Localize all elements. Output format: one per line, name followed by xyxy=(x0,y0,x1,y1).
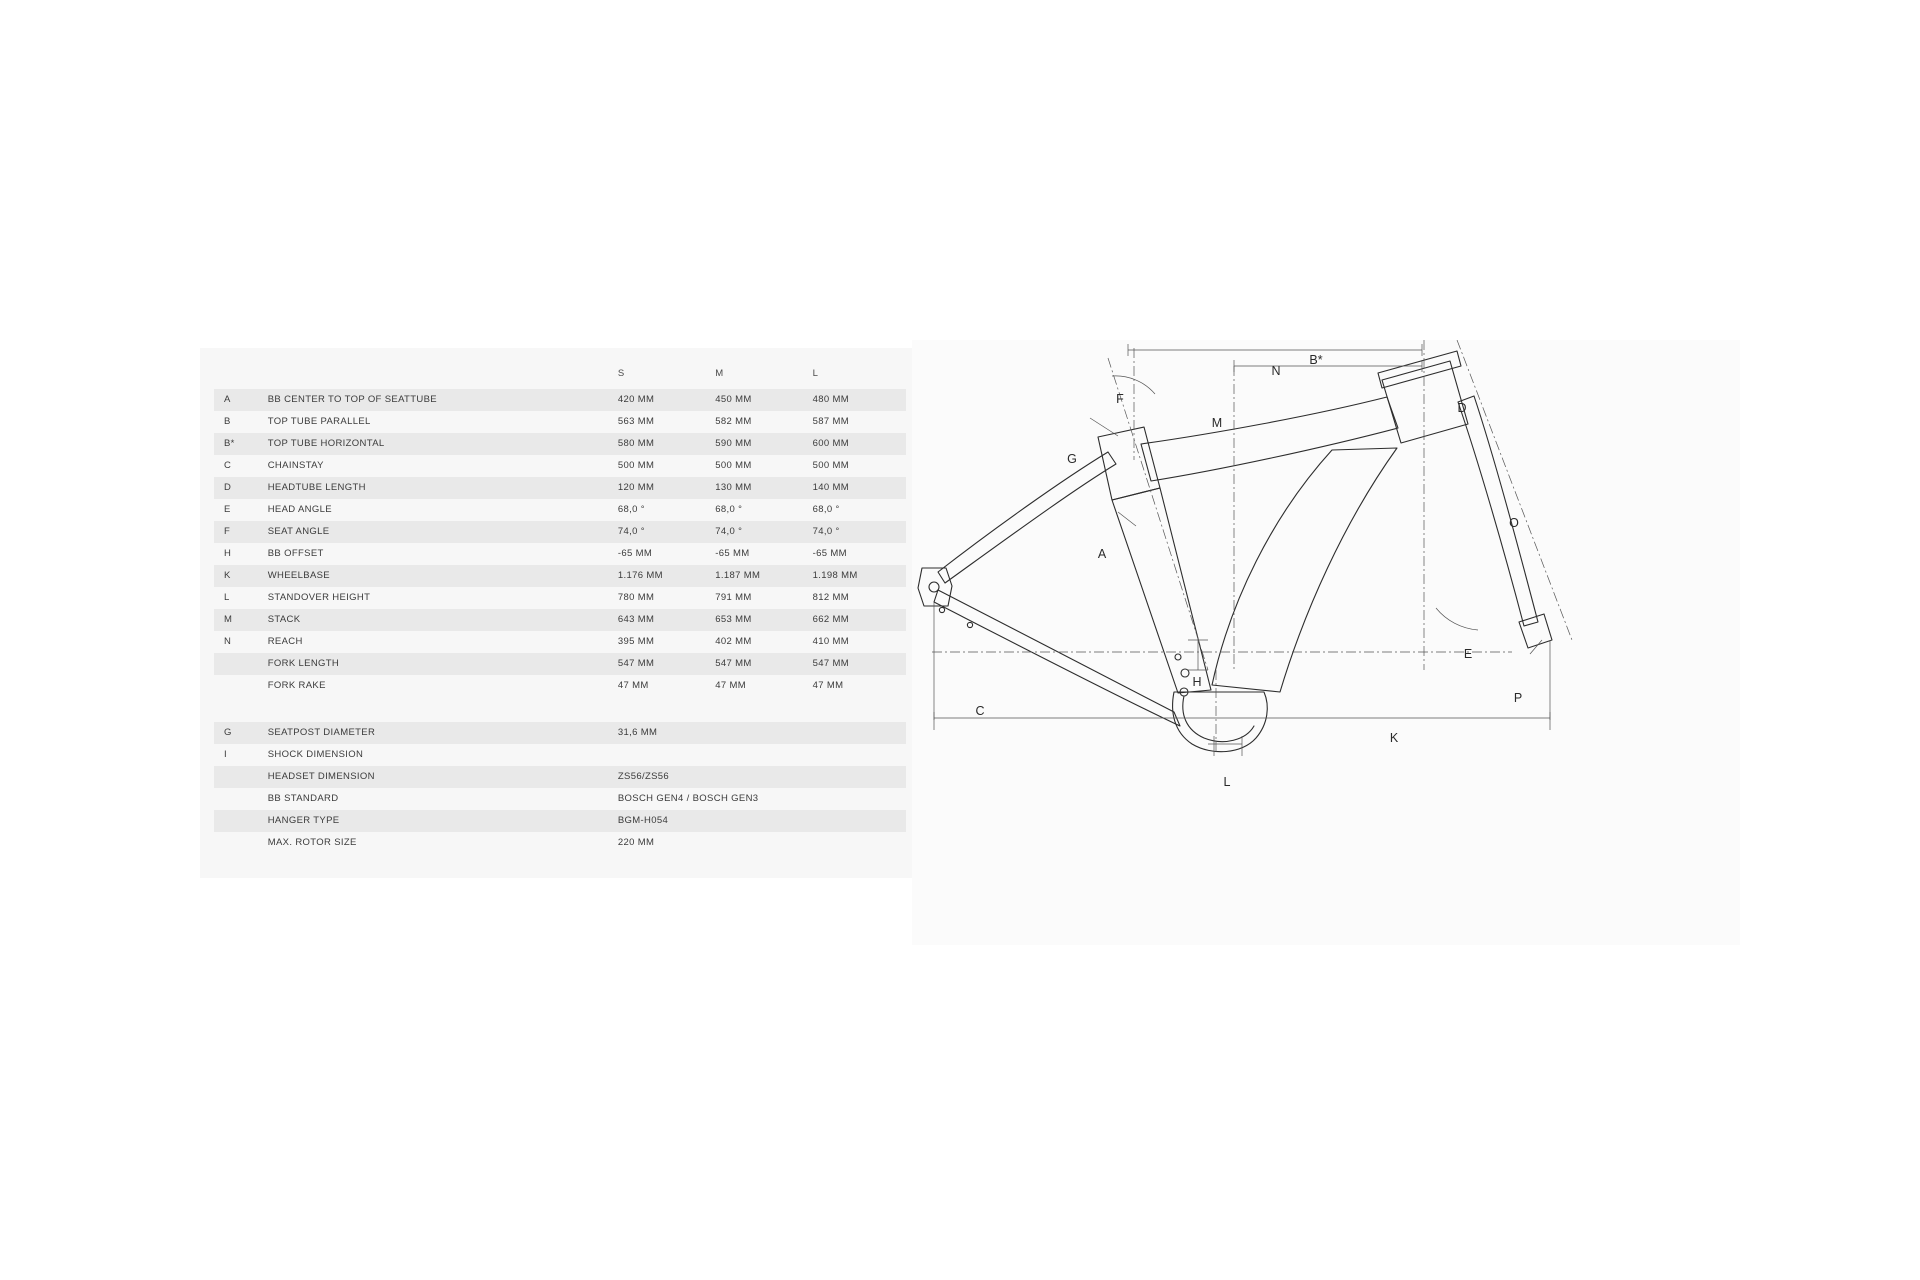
callout-label-d: D xyxy=(1457,401,1467,415)
table-spacer xyxy=(214,697,906,722)
callout-label-e: E xyxy=(1463,647,1473,661)
spec-code: I xyxy=(224,749,227,760)
row-label: STACK xyxy=(264,609,614,631)
header-size-m: M xyxy=(711,362,808,389)
row-value: 47 MM xyxy=(715,680,747,691)
table-row xyxy=(214,675,906,697)
row-code: M xyxy=(214,609,264,631)
dropout-bolt xyxy=(939,607,944,612)
row-label: REACH xyxy=(267,636,303,647)
row-value: 74,0 ° xyxy=(711,521,808,543)
axis-fork xyxy=(1457,340,1572,640)
row-label: HEADTUBE LENGTH xyxy=(264,477,614,499)
row-value: 500 MM xyxy=(812,460,850,471)
row-code: B xyxy=(224,416,231,427)
header-size-s: S xyxy=(614,362,711,389)
callout-label-g: G xyxy=(1067,452,1077,466)
top-tube xyxy=(1141,397,1398,481)
row-value: 547 MM xyxy=(614,653,711,675)
spec-code: G xyxy=(214,722,264,744)
row-value: 500 MM xyxy=(617,460,655,471)
row-value: 780 MM xyxy=(617,592,655,603)
spec-row xyxy=(214,744,906,766)
row-code: E xyxy=(224,504,231,515)
row-value: 812 MM xyxy=(812,592,850,603)
callout-label-n: N xyxy=(1271,364,1281,378)
row-value: 582 MM xyxy=(715,416,752,427)
row-code: C xyxy=(224,460,232,471)
row-value: 791 MM xyxy=(715,592,752,603)
frame-geometry-diagram xyxy=(912,340,1740,945)
bb-bolt-1 xyxy=(1181,669,1189,677)
row-code: A xyxy=(214,389,264,411)
spec-label: MAX. ROTOR SIZE xyxy=(267,837,357,848)
row-value: 140 MM xyxy=(809,477,906,499)
callout-label-f: F xyxy=(1116,392,1124,406)
bb-bolt-3 xyxy=(1175,654,1181,660)
row-value: 547 MM xyxy=(809,653,906,675)
callout-label-l: L xyxy=(1223,775,1231,789)
row-value: -65 MM xyxy=(812,548,847,559)
spec-label: BB STANDARD xyxy=(267,793,339,804)
table-row xyxy=(214,543,906,565)
callout-label-o: O xyxy=(1509,516,1519,530)
row-label: HEAD ANGLE xyxy=(267,504,332,515)
spec-value: ZS56/ZS56 xyxy=(614,766,906,788)
table-row xyxy=(214,433,906,455)
spec-code xyxy=(214,810,264,832)
row-value: 47 MM xyxy=(617,680,649,691)
row-value: 420 MM xyxy=(614,389,711,411)
row-value: 590 MM xyxy=(711,433,808,455)
rear-axle xyxy=(929,582,939,592)
seat-stay xyxy=(938,452,1116,583)
spec-row xyxy=(214,810,906,832)
table-row xyxy=(214,389,906,411)
spec-label: HANGER TYPE xyxy=(264,810,614,832)
head-tube xyxy=(1382,361,1468,443)
fork-leg xyxy=(1458,396,1538,626)
motor-housing-inner xyxy=(1183,696,1254,742)
fork-dropout xyxy=(1519,614,1552,648)
header-label xyxy=(264,362,614,389)
row-code: B* xyxy=(214,433,264,455)
table-row xyxy=(214,565,906,587)
spec-label: SEATPOST DIAMETER xyxy=(264,722,614,744)
row-value: 480 MM xyxy=(809,389,906,411)
angle-arc-e xyxy=(1436,608,1478,630)
row-value: 68,0 ° xyxy=(715,504,743,515)
header-size-l: L xyxy=(809,362,906,389)
callout-label-a: A xyxy=(1097,547,1107,561)
row-code: K xyxy=(214,565,264,587)
row-label: CHAINSTAY xyxy=(267,460,324,471)
row-value: 130 MM xyxy=(711,477,808,499)
row-value: 643 MM xyxy=(614,609,711,631)
row-value: 1.187 MM xyxy=(711,565,808,587)
callout-label-k: K xyxy=(1389,731,1399,745)
row-value: 500 MM xyxy=(715,460,752,471)
callout-label-m: M xyxy=(1211,416,1223,430)
row-label: SEAT ANGLE xyxy=(264,521,614,543)
table-row xyxy=(214,411,906,433)
row-value: 120 MM xyxy=(614,477,711,499)
row-value: 600 MM xyxy=(809,433,906,455)
table-header-row xyxy=(214,362,906,389)
row-label: WHEELBASE xyxy=(264,565,614,587)
table-row xyxy=(214,499,906,521)
callout-label-p: P xyxy=(1513,691,1523,705)
row-value: 47 MM xyxy=(812,680,844,691)
table-row xyxy=(214,653,906,675)
callout-label-h: H xyxy=(1192,675,1202,689)
table-row xyxy=(214,455,906,477)
row-value: 1.198 MM xyxy=(809,565,906,587)
spec-value: 31,6 MM xyxy=(614,722,906,744)
row-value: 450 MM xyxy=(711,389,808,411)
row-label: STANDOVER HEIGHT xyxy=(267,592,371,603)
row-value: 563 MM xyxy=(617,416,655,427)
row-value: 587 MM xyxy=(812,416,850,427)
row-value: 402 MM xyxy=(715,636,752,647)
row-label: BB CENTER TO TOP OF SEATTUBE xyxy=(264,389,614,411)
spec-code xyxy=(214,766,264,788)
geometry-table xyxy=(214,362,906,854)
row-value: 74,0 ° xyxy=(809,521,906,543)
row-value: 1.176 MM xyxy=(614,565,711,587)
spec-label: HEADSET DIMENSION xyxy=(264,766,614,788)
seat-clamp xyxy=(1098,427,1160,500)
down-tube xyxy=(1212,448,1397,692)
row-label: TOP TUBE PARALLEL xyxy=(267,416,371,427)
table-row xyxy=(214,521,906,543)
geometry-table-panel xyxy=(200,348,920,878)
callout-label-bstar: B* xyxy=(1309,353,1323,367)
row-code: N xyxy=(224,636,232,647)
spec-row xyxy=(214,766,906,788)
row-label: FORK RAKE xyxy=(267,680,326,691)
row-code: F xyxy=(214,521,264,543)
dim-ticks-k xyxy=(934,712,1550,730)
callout-label-c: C xyxy=(975,704,985,718)
table-row xyxy=(214,477,906,499)
spec-code xyxy=(214,832,264,854)
spec-value: BOSCH GEN4 / BOSCH GEN3 xyxy=(617,793,759,804)
spec-row xyxy=(214,722,906,744)
chain-stay xyxy=(934,590,1180,726)
chainstay-bolt xyxy=(967,622,972,627)
row-label: FORK LENGTH xyxy=(264,653,614,675)
row-value: 653 MM xyxy=(711,609,808,631)
row-code xyxy=(214,675,264,697)
spec-row xyxy=(214,832,906,854)
row-value: 395 MM xyxy=(617,636,655,647)
spec-value: BGM-H054 xyxy=(614,810,906,832)
row-label: TOP TUBE HORIZONTAL xyxy=(264,433,614,455)
spec-value: 220 MM xyxy=(617,837,655,848)
row-code: L xyxy=(224,592,230,603)
row-value: 68,0 ° xyxy=(617,504,645,515)
row-value: 580 MM xyxy=(614,433,711,455)
row-value: -65 MM xyxy=(617,548,653,559)
leader-g xyxy=(1090,418,1118,436)
row-value: -65 MM xyxy=(715,548,750,559)
table-row xyxy=(214,631,906,653)
spec-code xyxy=(214,788,264,810)
row-value: 74,0 ° xyxy=(614,521,711,543)
header-code xyxy=(214,362,264,389)
row-value: 410 MM xyxy=(812,636,850,647)
table-row xyxy=(214,587,906,609)
row-code xyxy=(214,653,264,675)
row-value: 68,0 ° xyxy=(812,504,840,515)
row-code: D xyxy=(214,477,264,499)
row-code: H xyxy=(224,548,232,559)
spec-value xyxy=(614,744,906,766)
spec-label: SHOCK DIMENSION xyxy=(267,749,364,760)
row-label: BB OFFSET xyxy=(267,548,324,559)
row-value: 662 MM xyxy=(809,609,906,631)
spec-row xyxy=(214,788,906,810)
row-value: 547 MM xyxy=(711,653,808,675)
table-row xyxy=(214,609,906,631)
